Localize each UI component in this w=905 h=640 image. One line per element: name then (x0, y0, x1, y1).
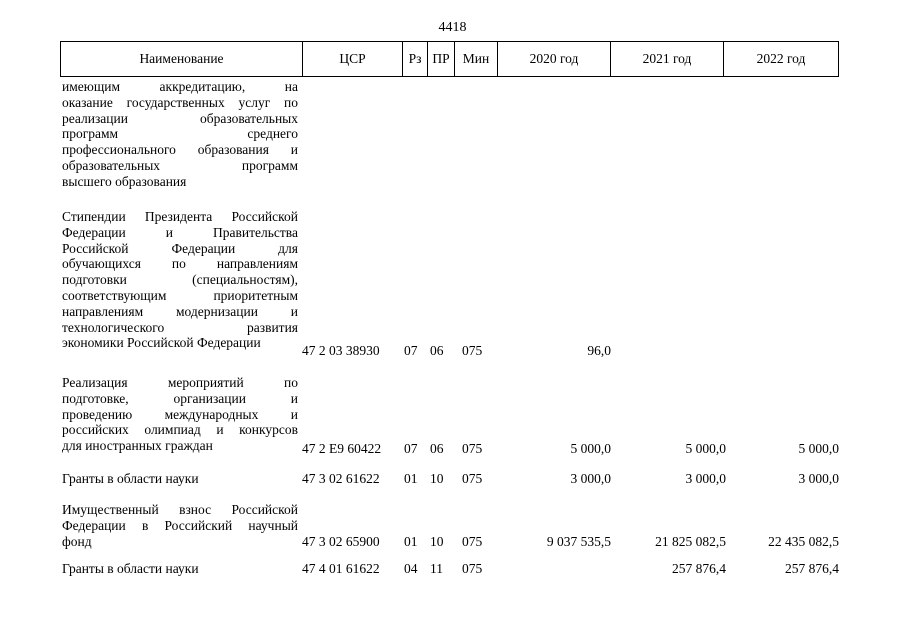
table-row (60, 502, 839, 550)
cell-2022: 22 435 082,5 (768, 534, 839, 550)
cell-2020: 5 000,0 (570, 441, 611, 457)
cell-min: 075 (462, 343, 483, 359)
name-line: российских олимпиад и конкурсов (62, 422, 298, 438)
cell-csr: 47 4 01 61622 (302, 561, 380, 577)
cell-2021: 257 876,4 (672, 561, 726, 577)
name-line: экономики Российской Федерации (62, 335, 261, 351)
cell-2020: 3 000,0 (570, 471, 611, 487)
name-line: образовательных программ (62, 157, 298, 173)
header-2021: 2021 год (610, 42, 723, 76)
cell-csr: 47 2 03 38930 (302, 343, 380, 359)
cell-2021: 5 000,0 (685, 441, 726, 457)
header-csr: ЦСР (302, 42, 402, 76)
name-line: проведению международных и (62, 406, 298, 422)
table-row (60, 209, 839, 359)
header-2022: 2022 год (723, 42, 838, 76)
name-line: подготовки (специальностям), (62, 272, 298, 288)
name-line: Гранты в области науки (62, 561, 199, 576)
row-name (62, 375, 298, 454)
cell-min: 075 (462, 441, 483, 457)
name-line: Федерации в Российский научный (62, 517, 298, 533)
name-line: реализации образовательных (62, 110, 298, 126)
cell-2021: 3 000,0 (685, 471, 726, 487)
cell-2022: 3 000,0 (798, 471, 839, 487)
cell-2021: 21 825 082,5 (655, 534, 726, 550)
name-line: Федерации и Правительства (62, 224, 298, 240)
name-line: профессионального образования и (62, 142, 298, 158)
header-name: Наименование (139, 51, 224, 66)
name-line: Имущественный взнос Российской (62, 502, 298, 517)
name-line: высшего образования (62, 173, 187, 189)
cell-csr: 47 2 E9 60422 (302, 441, 382, 457)
name-line: программ среднего (62, 126, 298, 142)
cell-pr: 06 (430, 343, 444, 359)
name-line: направлениям модернизации и (62, 303, 298, 319)
cell-csr: 47 3 02 65900 (302, 534, 380, 550)
cell-pr: 06 (430, 441, 444, 457)
cell-rz: 01 (404, 534, 418, 550)
row-name (62, 502, 298, 549)
row-name (62, 471, 298, 487)
name-line: Гранты в области науки (62, 471, 199, 486)
cell-2022: 5 000,0 (798, 441, 839, 457)
header-min: Мин (454, 42, 497, 76)
cell-csr: 47 3 02 61622 (302, 471, 380, 487)
cell-2022: 257 876,4 (785, 561, 839, 577)
cell-min: 075 (462, 561, 483, 577)
cell-min: 075 (462, 534, 483, 550)
table-row (60, 79, 839, 190)
cell-pr: 10 (430, 471, 444, 487)
name-line: обучающихся по направлениям (62, 256, 298, 272)
cell-pr: 10 (430, 534, 444, 550)
cell-rz: 01 (404, 471, 418, 487)
name-line: Стипендии Президента Российской (62, 209, 298, 224)
table-row (60, 561, 839, 577)
name-line: Российской Федерации для (62, 240, 298, 256)
header-rz: Рз (402, 42, 427, 76)
name-line: Реализация мероприятий по (62, 375, 298, 390)
name-line: соответствующим приоритетным (62, 287, 298, 303)
cell-pr: 11 (430, 561, 443, 577)
name-line: подготовке, организации и (62, 390, 298, 406)
cell-rz: 07 (404, 441, 418, 457)
table-row (60, 375, 839, 457)
page-number: 4418 (438, 20, 467, 35)
header-2020: 2020 год (497, 42, 610, 76)
name-line: технологического развития (62, 319, 298, 335)
name-line: оказание государственных услуг по (62, 94, 298, 110)
name-line: имеющим аккредитацию, на (62, 79, 298, 94)
cell-2020: 9 037 535,5 (546, 534, 611, 550)
table-row (60, 471, 839, 487)
row-name (62, 561, 298, 577)
row-name (62, 209, 298, 351)
header-pr: ПР (427, 42, 454, 76)
name-line: фонд (62, 533, 92, 549)
cell-2020: 96,0 (587, 343, 611, 359)
cell-rz: 04 (404, 561, 418, 577)
table-header (60, 41, 839, 77)
cell-rz: 07 (404, 343, 418, 359)
row-name (62, 79, 298, 190)
cell-min: 075 (462, 471, 483, 487)
name-line: для иностранных граждан (62, 438, 213, 454)
